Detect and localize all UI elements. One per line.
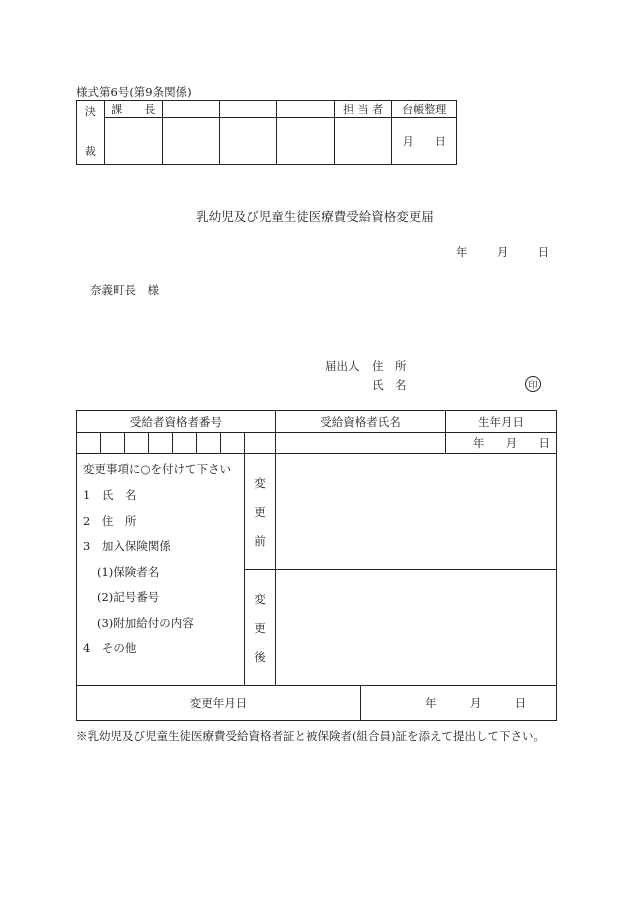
change-date-month: 月 [469, 696, 482, 710]
recipient-name-header: 受給資格者氏名 [276, 411, 446, 433]
birthdate-field[interactable] [446, 433, 557, 454]
daicho-month: 月 [402, 135, 414, 148]
applicant-name-label: 氏 名 [372, 378, 407, 392]
change-item-address[interactable]: 2 住 所 [83, 513, 137, 528]
date-month: 月 [496, 245, 509, 259]
approval-table [76, 100, 457, 165]
number-digit-6[interactable] [197, 433, 221, 454]
after-content-field[interactable] [276, 570, 557, 686]
kacho-header: 課 長 [104, 101, 162, 118]
recipient-name-field[interactable] [276, 433, 446, 454]
change-item-additional-benefit[interactable]: (3)附加給付の内容 [97, 615, 194, 630]
number-digit-5[interactable] [173, 433, 197, 454]
approval-cell-kacho[interactable] [104, 118, 162, 165]
before-char-3: 前 [254, 533, 266, 548]
kessai-char-1: 決 [84, 105, 96, 118]
daicho-header: 台帳整理 [392, 101, 457, 118]
number-digit-7[interactable] [221, 433, 245, 454]
after-char-3: 後 [254, 649, 266, 664]
date-year: 年 [456, 245, 468, 259]
addressee: 奈義町長 様 [90, 283, 159, 297]
change-item-name[interactable]: 1 氏 名 [83, 488, 137, 502]
document-title: 乳幼児及び児童生徒医療費受給資格変更届 [196, 209, 434, 224]
recipient-number-header: 受給者資格者番号 [77, 411, 276, 433]
birth-day: 日 [538, 436, 550, 450]
tanto-header: 担 当 者 [334, 101, 392, 118]
approval-cell-2[interactable] [220, 118, 277, 165]
change-item-other[interactable]: 4 その他 [83, 641, 137, 655]
before-label-cell [245, 454, 276, 570]
number-digit-2[interactable] [101, 433, 125, 454]
change-item-insurance[interactable]: 3 加入保険関係 [83, 539, 171, 553]
number-digit-4[interactable] [149, 433, 173, 454]
seal-icon: 印 [525, 376, 541, 392]
approval-cell-1[interactable] [162, 118, 219, 165]
seal-mark [525, 376, 541, 392]
number-digit-1[interactable] [77, 433, 101, 454]
change-items-cell [77, 454, 245, 686]
number-digit-3[interactable] [125, 433, 149, 454]
change-table [76, 410, 557, 721]
date-line[interactable] [456, 244, 549, 260]
change-item-symbol-number[interactable]: (2)記号番号 [97, 590, 160, 604]
approval-header-blank-3 [277, 101, 334, 118]
change-date-label: 変更年月日 [77, 686, 361, 721]
applicant-address-label: 住 所 [372, 359, 407, 373]
before-char-1: 変 [254, 475, 266, 490]
daicho-day: 日 [434, 135, 446, 148]
birthdate-header: 生年月日 [446, 411, 557, 433]
applicant-label: 届出人 [325, 359, 360, 373]
after-char-2: 更 [254, 620, 266, 635]
form-label: 様式第6号(第9条関係) [76, 85, 192, 99]
kessai-char-2: 裁 [84, 145, 96, 158]
change-date-year: 年 [425, 696, 437, 710]
approval-header-blank-2 [220, 101, 277, 118]
kessai-cell [77, 101, 105, 165]
change-date-day: 日 [514, 696, 527, 710]
change-item-insurer-name[interactable]: (1)保険者名 [97, 564, 160, 579]
date-day: 日 [537, 245, 550, 259]
change-date-field[interactable] [361, 686, 557, 721]
before-content-field[interactable] [276, 454, 557, 570]
footnote: ※乳幼児及び児童生徒医療費受給資格者証と被保険者(組合員)証を添えて提出して下さい。 [76, 729, 545, 743]
approval-cell-tanto[interactable] [334, 118, 392, 165]
number-digit-8[interactable] [245, 433, 276, 454]
approval-cell-3[interactable] [277, 118, 334, 165]
change-instruction: 変更事項に○を付けて下さい [83, 462, 232, 476]
approval-header-blank-1 [162, 101, 219, 118]
daicho-date-cell[interactable] [392, 118, 457, 165]
before-char-2: 更 [254, 504, 266, 519]
birth-year: 年 [472, 436, 485, 450]
after-label-cell [245, 570, 276, 686]
birth-month: 月 [505, 436, 518, 450]
after-char-1: 変 [254, 591, 266, 606]
